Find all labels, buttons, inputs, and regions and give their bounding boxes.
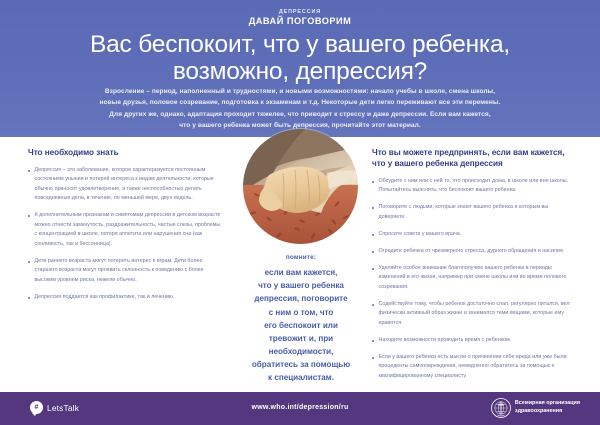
- intro-line: Взросление – период, наполненный и трудностями, и новыми возможностями: начало учебы в школе, смена школы,: [104, 88, 496, 95]
- list-item: Поговорите с людьми, которые знают вашего ребенка и которым вы доверяете.: [372, 203, 572, 222]
- list-item: Спросите совета у вашего врача.: [372, 230, 572, 240]
- remember-line: его беспокоит или: [264, 320, 338, 330]
- who-url-link[interactable]: www.who.int/depression/ru: [251, 404, 349, 411]
- remember-line: тревожит и, при: [268, 333, 334, 343]
- remember-line: обратитесь за помощью: [251, 359, 351, 369]
- kicker-lets-talk: ДАВАЙ ПОГОВОРИМ: [248, 16, 352, 26]
- list-item: Обсудите с ним или с ней то, что происходит дома, в школе или вне школы. Попытайтесь выяснить, что беспокоит вашего ребенка.: [372, 177, 572, 196]
- remember-body: [231, 266, 371, 384]
- page-title: [0, 31, 600, 86]
- who-logo: [491, 398, 580, 418]
- intro-line: новые друзья, половое созревание, подготовка к экзаменам и т.д. Некоторые дети легко переживают все эти перемены.: [99, 99, 501, 107]
- list-item: Уделяйте особое внимание благополучию вашего ребенка в периоды изменений в его жизни, например при смене школы или во время полового созревания.: [372, 264, 572, 293]
- who-name-line-2: здравоохранения: [514, 408, 563, 414]
- poster-footer: [0, 392, 600, 425]
- who-name-line-1: Всемирная организация: [514, 400, 580, 407]
- remember-line: необходимости,: [268, 346, 334, 356]
- right-column: [372, 148, 572, 389]
- list-item: Находите возможности проводить время с ребенком.: [372, 336, 572, 346]
- hands-photo: [243, 129, 358, 244]
- headline-line-1: Вас беспокоит, что у вашего ребенка,: [89, 31, 511, 58]
- list-item: Депрессия – это заболевание, которое характеризуется постоянным состоянием уныния и потерей интереса к видам деятельности, которые обычно приносят удовлетворение, а также неспособностью делать повседневные дела, в течение, по меньшей мере, двух недель.: [28, 166, 224, 204]
- left-column: [28, 148, 224, 310]
- intro-line: что у вашего ребенка может быть депрессия, прочитайте этот материал.: [179, 121, 421, 129]
- right-column-title: Что вы можете предпринять, если вам кажется, что у вашего ребенка депрессия: [372, 148, 565, 168]
- hashtag-glyph: #: [34, 404, 39, 411]
- remember-line: что у вашего ребенка: [258, 281, 344, 291]
- who-organization-name: [515, 400, 580, 416]
- list-item: Депрессия поддается как профилактике, так и лечению.: [28, 293, 224, 303]
- remember-label: помните:: [285, 254, 317, 261]
- list-item: Дети раннего возраста могут потерять интерес к играм. Дети более старшего возраста могут проявить склонность к поведению с более высоким уровнем риска, нежели обычно.: [28, 257, 224, 286]
- list-item: Если у вашего ребенка есть мысли о причинении себе вреда или уже были прецеденты самоповреждения, немедленно обратитесь за помощью к квалифицированному специалисту.: [372, 353, 572, 382]
- list-item: Оградите ребенка от чрезмерного стресса, дурного обращения и насилия.: [372, 247, 572, 257]
- right-column-bullet-list: [372, 177, 572, 382]
- list-item: Содействуйте тому, чтобы ребенок достаточно спал, регулярно питался, вел физически активный образ жизни и занимался теми вещами, которые ему нравятся.: [372, 300, 572, 329]
- remember-line: с ним о том, что: [268, 307, 334, 317]
- remember-callout: [231, 253, 371, 384]
- left-column-bullet-list: [28, 166, 224, 303]
- kicker-depression: ДЕПРЕССИЯ: [278, 9, 322, 15]
- poster-header: [0, 0, 600, 137]
- intro-paragraph: [28, 86, 572, 131]
- remember-line: к специалистам.: [268, 373, 334, 383]
- hands-photo-illustration: [243, 129, 358, 244]
- remember-line: если вам кажется,: [264, 268, 338, 278]
- headline-line-2: возможно, депрессия?: [172, 58, 428, 86]
- left-column-title: Что необходимо знать: [28, 148, 119, 157]
- list-item: К дополнительным признакам и симптомам депрессии в детском возрасте можно отнести замкнутость, раздражительность, частые слезы, проблемы с концентрацией в школе, потеря аппетита или нарушения сна (как сонливость, так и бессонница).: [28, 211, 224, 249]
- remember-line: депрессия, поговорите: [254, 294, 348, 304]
- who-emblem-icon: [491, 398, 511, 418]
- intro-line: Для других же, однако, адаптация проходит тяжелее, что приводит к стрессу и даже депрессии. Если вам кажется,: [109, 110, 491, 118]
- lets-talk-label: LetsTalk: [47, 402, 80, 413]
